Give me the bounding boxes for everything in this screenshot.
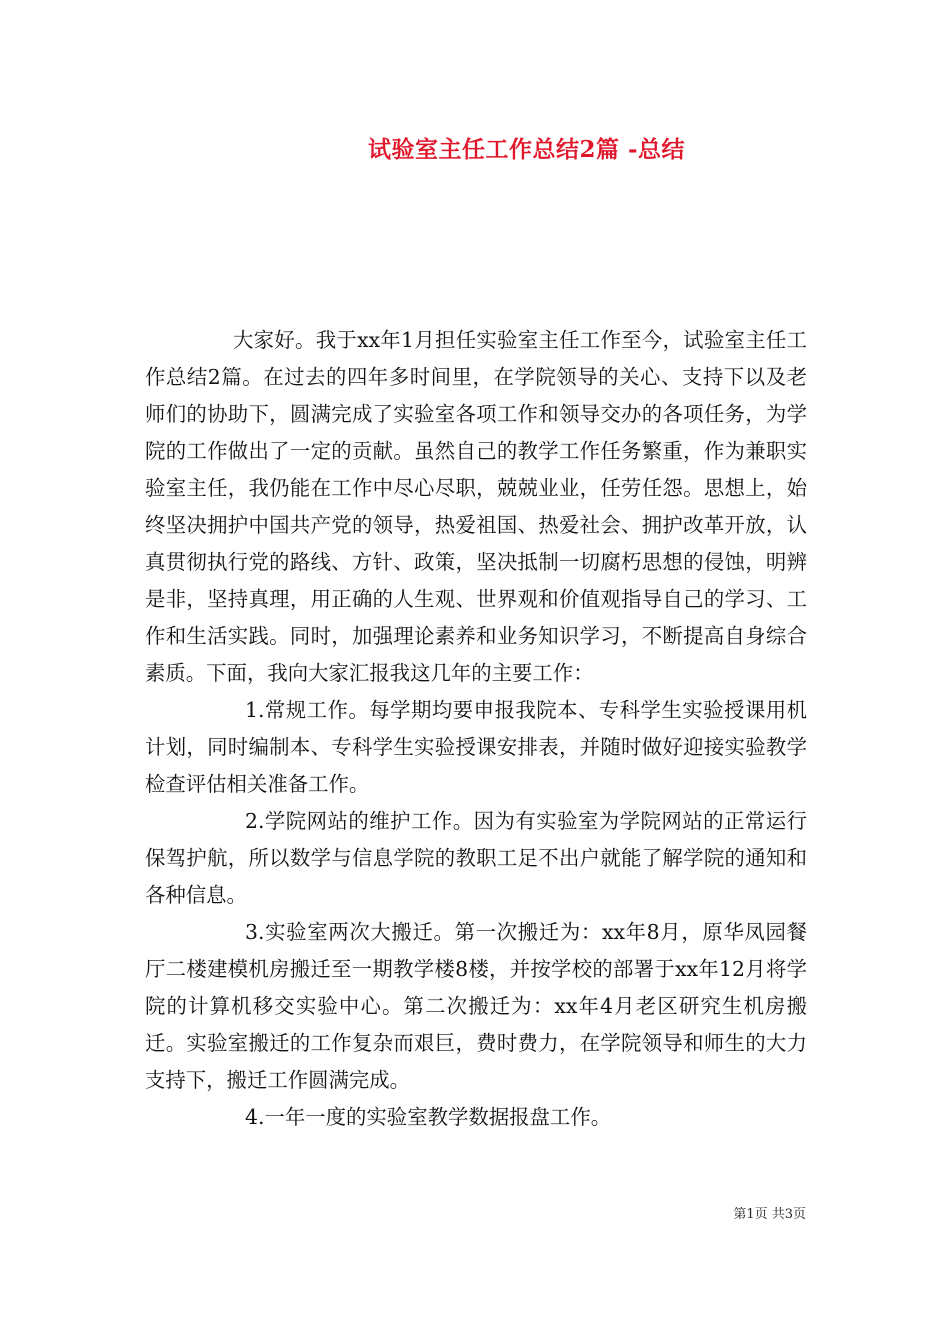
item-paragraph-1: 1.常规工作。每学期均要申报我院本、专科学生实验授课用机计划，同时编制本、专科学生实验授课安排表，并随时做好迎接实验教学检查评估相关准备工作。 bbox=[145, 698, 807, 796]
item-paragraph-3: 3.实验室两次大搬迁。第一次搬迁为：xx年8月，原华凤园餐厅二楼建模机房搬迁至一期教学楼8楼，并按学校的部署于xx年12月将学院的计算机移交实验中心。第二次搬迁为：xx年4月老区研究生机房搬迁。实验室搬迁的工作复杂而艰巨，费时费力，在学院领导和师生的大力支持下，搬迁工作圆满完成。 bbox=[145, 920, 807, 1092]
page-number-footer: 第1页 共3页 bbox=[733, 1207, 806, 1222]
item-paragraph-4: 4.一年一度的实验室教学数据报盘工作。 bbox=[245, 1105, 612, 1129]
page-title: 试验室主任工作总结2篇 -总结 bbox=[367, 136, 686, 163]
item-paragraph-2: 2.学院网站的维护工作。因为有实验室为学院网站的正常运行保驾护航，所以数学与信息学院的教职工足不出户就能了解学院的通知和各种信息。 bbox=[145, 809, 807, 907]
document-body bbox=[145, 322, 807, 1136]
intro-paragraph: 大家好。我于xx年1月担任实验室主任工作至今，试验室主任工作总结2篇。在过去的四年多时间里，在学院领导的关心、支持下以及老师们的协助下，圆满完成了实验室各项工作和领导交办的各项任务，为学院的工作做出了一定的贡献。虽然自己的教学工作任务繁重，作为兼职实验室主任，我仍能在工作中尽心尽职，兢兢业业，任劳任怨。思想上，始终坚决拥护中国共产党的领导，热爱祖国、热爱社会、拥护改革开放，认真贯彻执行党的路线、方针、政策，坚决抵制一切腐朽思想的侵蚀，明辨是非，坚持真理，用正确的人生观、世界观和价值观指导自己的学习、工作和生活实践。同时，加强理论素养和业务知识学习，不断提高自身综合素质。下面，我向大家汇报我这几年的主要工作： bbox=[145, 328, 807, 685]
